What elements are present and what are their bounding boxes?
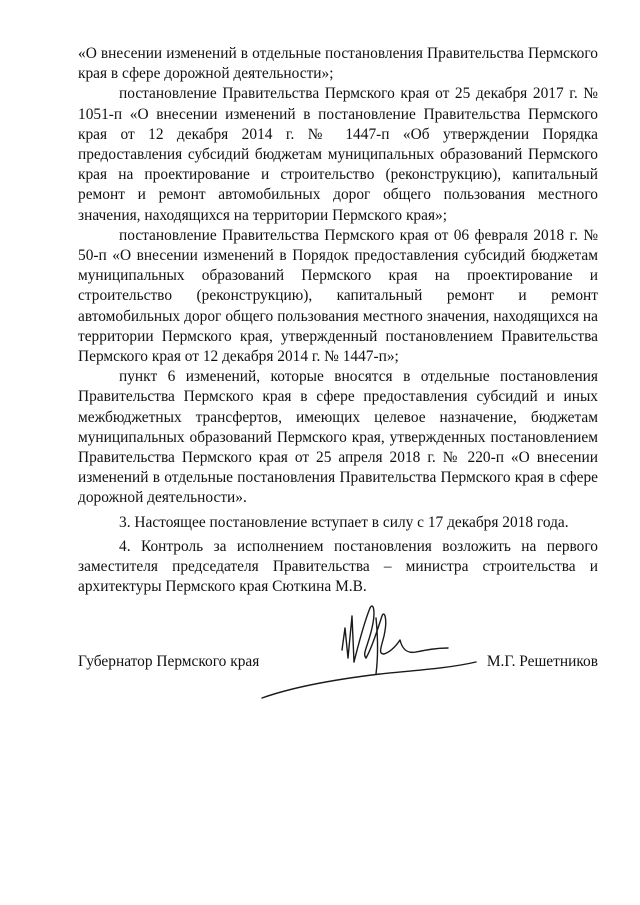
- paragraph-continuation: «О внесении изменений в отдельные постановления Правительства Пермского края в сфере дорожной деятельности»;: [78, 45, 598, 83]
- document-body: [78, 44, 598, 597]
- paragraph-item-6: пункт 6 изменений, которые вносятся в отдельные постановления Правительства Пермского края в сфере предоставления субсидий и иных межбюджетных трансфертов, имеющих целевое назначение, бюджетам муниципальных образований Пермского края, утвержденных постановлением Правительства Пермского края от 25 апреля 2018 г. № 220-п «О внесении изменений в отдельные постановления Правительства Пермского края в сфере дорожной деятельности».: [78, 368, 598, 507]
- paragraph-decree-1051: постановление Правительства Пермского края от 25 декабря 2017 г. № 1051-п «О внесении изменений в постановление Правительства Пермского края от 12 декабря 2014 г. № 1447-п «Об утверждении Порядка предоставления субсидий бюджетам муниципальных образований Пермского края на проектирование и строительство (реконструкцию), капитальный ремонт и ремонт автомобильных дорог общего пользования местного значения, находящихся на территории Пермского края»;: [78, 85, 598, 224]
- paragraph-decree-50: постановление Правительства Пермского края от 06 февраля 2018 г. № 50-п «О внесении изменений в Порядок предоставления субсидий бюджетам муниципальных образований Пермского края на проектирование и строительство (реконструкцию), капитальный ремонт и ремонт автомобильных дорог общего пользования местного значения, находящихся на территории Пермского края, утвержденный постановлением Правительства Пермского края от 12 декабря 2014 г. № 1447-п»;: [78, 226, 598, 366]
- handwritten-signature: [250, 588, 490, 708]
- paragraph-point-3: 3. Настоящее постановление вступает в силу с 17 декабря 2018 года.: [119, 513, 569, 531]
- paragraph-point-4: 4. Контроль за исполнением постановления возложить на первого заместителя председателя Правительства – министра строительства и архитектуры Пермского края Сюткина М.В.: [78, 537, 598, 596]
- signer-name: М.Г. Решетников: [486, 653, 598, 670]
- signer-title: Губернатор Пермского края: [78, 653, 260, 670]
